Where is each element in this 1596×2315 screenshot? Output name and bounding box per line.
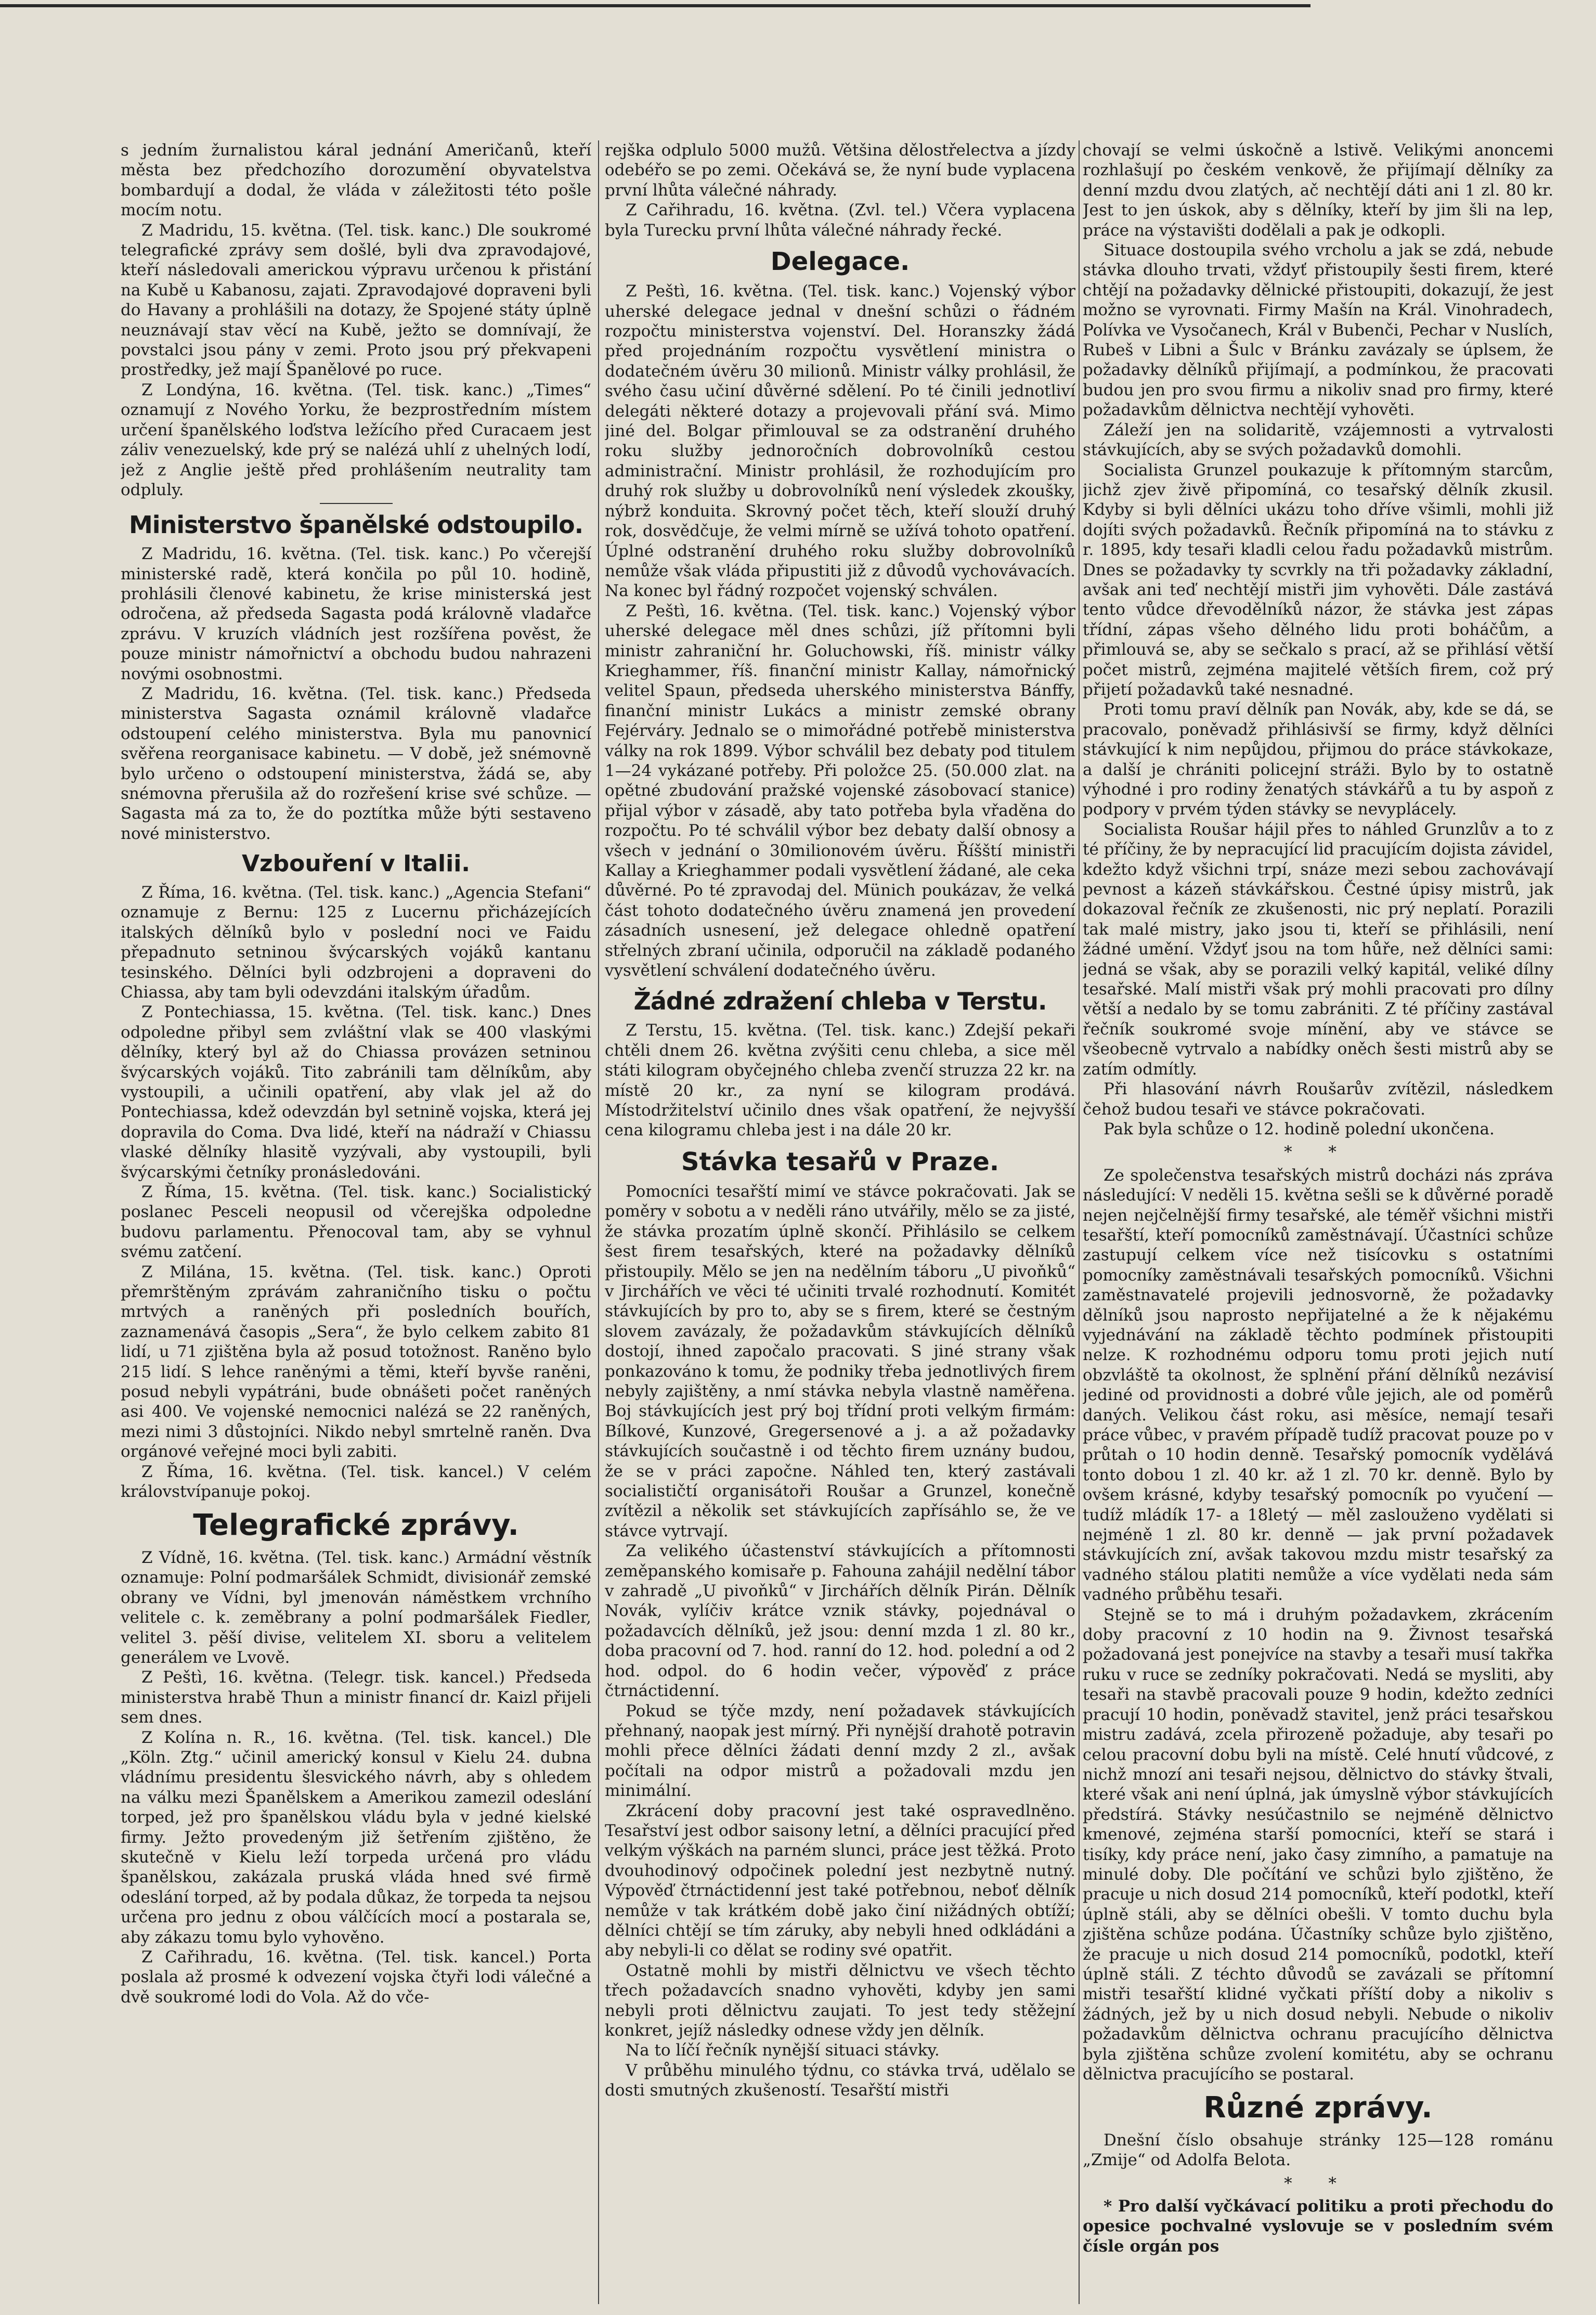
article-text: Za velikého účastenství stávkujících a přítomnosti zeměpanského komisaře p. Fahouna zahájil nedělní tábor v zahradě „U pivoňků“ v Jirchářích dělník Pirán. Dělník Novák, vylíčiv krátce vznik stávky, pojednával o požadavcích dělníků, jež jsou: denní mzda 1 zl. 80 kr., doba pracovní od 7. hod. ranní do 12. hod. polední a od 2 hod. odpol. do 6 hodin večer, výpověď z práce čtrnáctidenní.: [605, 1542, 1075, 1701]
article-text: Z Cařihradu, 16. května. (Tel. tisk. kancel.) Porta poslala až prosmé k odvezení vojska čtyři lodi válečné a dvě soukromé lodi do Vola. Až do vče-: [121, 1948, 591, 2007]
star-separator: * *: [1284, 1143, 1352, 1162]
headline-telegraphic: Telegrafické zprávy.: [193, 1508, 519, 1543]
article-text: s jedním žurnalistou káral jednání Američanů, kteří města bez předchozího dorozumění obyvatelstva bombardují a dodal, že vláda v záležitosti této pošle mocím notu.: [121, 141, 591, 220]
headline-italy: Vzbouření v Italii.: [241, 850, 471, 877]
article-text: V průběhu minulého týdnu, co stávka trvá, udělalo se dosti smutných zkušeností. Tesařští mistři: [605, 2061, 1075, 2100]
article-text: Pomocníci tesařští mimí ve stávce pokračovati. Jak se poměry v sobotu a v neděli ráno utvářily, mělo se za jisté, že stávka prozatím úplně skončí. Přihlásilo se celkem šest firem tesařských, které na požadavky dělníků přistoupily. Mělo se jen na nedělním táboru „U pivoňků“ v Jirchářích ve věci té učiniti trvalé rozhodnutí. Komitét stávkujících by pro to, aby se s firem, které se čestným slovem zavázaly, že požadavkům stávkujících dělníků dostojí, ihned započalo pracovati. S jiné strany však ponkazováno k tomu, že podniky třeba jednotlivých firem nebyly zajištěny, a nmí stávka nebyla vlastně naměřena. Boj stávkujících jest prý boj třídní proti velkým firmám: Bílkové, Kunzové, Gregersenové a j. a až požadavky stávkujících součastně i od těchto firem uznány budou, že se v práci započne. Náhled ten, který zastávali socialističtí organisátoři Roušar a Grunzel, konečně zvítězil a několik set stávkujících zapřísáhlo se, že ve stávce vytrvají.: [605, 1182, 1075, 1541]
article-text: Z Londýna, 16. května. (Tel. tisk. kanc.) „Times“ oznamují z Nového Yorku, že bezprostředním místem určení španělského loďstva ležícího před Curacaem jest záliv venezuelský, kde prý se nalézá uhlí z uhelných lodí, jež z Anglie ještě před prohlášením neutrality tam odpluly.: [121, 380, 591, 499]
column-2: [605, 140, 1075, 2304]
article-text: Socialista Roušar hájil přes to náhled Grunzlův a to z té příčiny, že by nepracující lid pracujícím dojista závidel, kdežto když všichni trpí, snáze mezi sebou zachovávají pevnost a kázeň stávkářskou. Čestné úpisy mistrů, jak dokazoval řečník ze zkušenosti, nic prý neplatí. Porazili tak malé mistry, jako jsou ti, kteří se přihlásili, není žádné umění. Vždyť jsou na tom hůře, než dělníci sami: jedná se však, aby se porazili velký kapitál, veliké dílny tesařské. Malí mistři však prý mohli pracovati pro dílny větší a nedalo by se tomu zabrániti. Z té příčiny zastával řečník soukromé svoje mínění, aby ve stávce se všeobecně vytrvalo a nabídky oněch šesti mistrů aby se zatím odmítly.: [1083, 820, 1553, 1079]
headline-delegation: Delegace.: [770, 247, 910, 277]
divider: [320, 503, 393, 504]
article-text: Socialista Grunzel poukazuje k přítomným starcům, jichž zjev živě připomíná, co tesařský dělník zkusil. Kdyby si byli dělníci ukázu toho dříve všimli, mohli již dojíti svých požadavků. Řečník připomíná na to stávku z r. 1895, kdy tesaři kladli celou řadu požadavků mistrům. Dnes se požadavky ty scvrkly na tři požadavky základní, avšak ani teď nechtějí mistři jim vyhověti. Dále zastává tento vůdce dřevodělníků názor, že stávka jest zápas třídní, zápas všeho dělného lidu proti boháčům, a přimlouvá se, aby se sečkalo s prací, až se přihlásí větší počet mistrů, zejména majitelé větších firem, což prý přijetí požadavků také nesnadné.: [1083, 460, 1553, 699]
article-text: Pokud se týče mzdy, není požadavek stávkujících přehnaný, naopak jest mírný. Při nynější drahotě potravin mohli přece dělníci žádati denní mzdy 2 zl., avšak počítali na odpor mistrů a požadovali mzdu jen minimální.: [605, 1701, 1075, 1801]
headline-bread: Žádné zdražení chleba v Terstu.: [633, 987, 1047, 1016]
column-1: [121, 140, 591, 2304]
column-divider-2: [1079, 140, 1080, 2304]
top-edge-rule: [0, 4, 1310, 7]
article-text: Z Vídně, 16. května. (Tel. tisk. kanc.) Armádní věstník oznamuje: Polní podmaršálek Schmidt, divisionář zemské obrany ve Vídni, byl jmenován náměstkem vrchního velitele c. k. zeměbrany a polní podmaršálek Fiedler, velitel 3. pěší divise, velitelem XI. sboru a velitelem generálem ve Lvově.: [121, 1548, 591, 1667]
article-text: * Pro další vyčkávací politiku a proti přechodu do opesice pochvalné vyslovuje se v posledním svém čísle orgán pos: [1083, 2197, 1553, 2256]
article-text: rejška odplulo 5000 mužů. Většina dělostřelectva a jízdy odebéřo se po zemi. Očekává se, že nyní bude vyplacena první lhůta válečné náhrady.: [605, 141, 1075, 200]
star-separator: * *: [1284, 2174, 1352, 2193]
article-text: Na to líčí řečník nynější situaci stávky.: [626, 2041, 940, 2060]
column-3: [1083, 140, 1553, 2304]
article-text: Z Peštì, 16. května. (Telegr. tisk. kancel.) Předseda ministerstva hrabě Thun a ministr financí dr. Kaizl přijeli sem dnes.: [121, 1668, 591, 1727]
article-text: Z Peštì, 16. května. (Tel. tisk. kanc.) Vojenský výbor uherské delegace měl dnes schůzi, jíž přítomni byli ministr zahraniční hr. Goluchowski, říš. ministr války Krieghammer, říš. finanční ministr Kallay, námořnický velitel Spaun, předseda uherského ministerstva Bánffy, finanční ministr Lukács a ministr zemské obrany Fejérváry. Jednalo se o mimořádné potřebě ministerstva války na rok 1899. Výbor schválil bez debaty pod titulem 1—24 vykázané potřeby. Při položce 25. (50.000 zlat. na opětné zbudování pražské vojenské zásobovací stanice) přijal výbor v zásadě, aby tato potřeba byla vřaděna do rozpočtu. Po té schválil výbor bez debaty další obnosy a všech v jednání o 30milionovém úvěru. Říšští ministři Kallay a Krieghammer podali vysvětlení žádané, ale ceka důvěrné. Po té zpravodaj del. Münich poukázav, že velká část tohoto dodatečného úvěru znamená jen provedení zásadních usnesení, jež delegace ohledně opatření střelných zbraní učinila, odporučil na základě podaného vysvětlení schválení dodatečného úvěru.: [605, 601, 1075, 980]
article-text: chovají se velmi úskočně a lstivě. Velikými anoncemi rozhlašují po českém venkově, že přijímají dělníky za denní mzdu dvou zlatých, ač nechtějí dáti ani 1 zl. 80 kr. Jest to jen úskok, aby s dělníky, kteří by jim šli na lep, práce na výstavišti dodělali a pak je odkopli.: [1083, 141, 1553, 240]
article-text: Z Terstu, 15. května. (Tel. tisk. kanc.) Zdejší pekaři chtěli dnem 26. května zvýšiti cenu chleba, a sice měl státi kilogram obyčejného chleba zvenčí struzza 22 kr. na místě 20 kr., za nyní se kilogram prodává. Místodržitelství učinilo dnes však opatření, že nejvyšší cena kilogramu chleba jest i na dále 20 kr.: [605, 1021, 1075, 1140]
article-text: Dnešní číslo obsahuje stránky 125—128 románu „Zmije“ od Adolfa Belota.: [1083, 2130, 1553, 2170]
headline-misc-news: Různé zprávy.: [1203, 2091, 1433, 2125]
headline-strike: Stávka tesařů v Praze.: [681, 1147, 1000, 1176]
column-divider-1: [598, 140, 599, 2304]
article-text: Záleží jen na solidaritě, vzájemnosti a vytrvalosti stávkujících, aby se svých požadavků domohli.: [1083, 420, 1553, 460]
article-text: Z Říma, 15. května. (Tel. tisk. kanc.) Socialistický poslanec Pesceli neopusil od včerejška odpoledne budovu parlamentu. Přenocoval tam, aby se vyhnul svému zatčení.: [121, 1182, 591, 1262]
article-text: Zkrácení doby pracovní jest také ospravedlněno. Tesařství jest odbor saisony letní, a dělníci pracující před velkým výškách na parném slunci, práce jest těžká. Proto dvouhodinový odpočinek polední jest nezbytně nutný. Výpověď čtrnáctidenní jest také potřebnou, neboť dělník nemůže v tak krátkém době jako činí nižádných obtíží; dělníci chtějí se tím záruky, aby nebyli hned odkládáni a aby nebyli-li co dělat se rodiny své opatřit.: [605, 1801, 1075, 1960]
article-text: Situace dostoupila svého vrcholu a jak se zdá, nebude stávka dlouho trvati, vždyť přistoupily šesti firem, které chtějí na požadavky dělnické přistoupiti, dokazují, že jest možno se vyrovnati. Firmy Mašín na Král. Vinohradech, Polívka ve Vysočanech, Král v Bubenči, Pechar v Nuslích, Rubeš v Libni a Šulc v Bránku zavázaly se úplsem, že požadavky dělníků přijímají, a podmínkou, že pracovati budou jen pro svou firmu a nikoliv snad pro firmy, které požadavkům dělnictva nechtějí vyhověti.: [1083, 241, 1553, 420]
article-text: Z Říma, 16. května. (Tel. tisk. kanc.) „Agencia Stefani“ oznamuje z Bernu: 125 z Lucernu přicházejících italských dělníků bylo v poslední noci ve Faidu přepadnuto setninou švýcarských vojáků kantanu tesinského. Dělníci byli odzbrojeni a dopraveni do Chiassa, aby tam byli odevzdáni italským úřadům.: [121, 883, 591, 1002]
article-text: Ostatně mohli by mistři dělnictvu ve všech těchto třech požadavcích snadno vyhověti, kdyby jen sami nebyli proti dělnictvu zaujati. To jest tedy stěžejní konkret, jejíž následky odnese vždy jen dělník.: [605, 1961, 1075, 2040]
article-text: Z Milána, 15. května. (Tel. tisk. kanc.) Oproti přemrštěným zprávám zahraničního tisku o počtu mrtvých a raněných při posledních bouřích, zaznamenává časopis „Sera“, že bylo celkem zabito 81 lidí, u 71 zjištěna byla až posud totožnost. Raněno bylo 215 lidí. S lehce raněnými a těmi, kteří byvše raněni, posud nebyli vypátráni, bude obnášeti počet raněných asi 400. Ve vojenské nemocnici nalézá se 22 raněných, mezi nimi 3 důstojníci. Nikdo nebyl smrtelně raněn. Dva orgánové veřejné moci byli zabiti.: [121, 1262, 591, 1462]
article-text: Z Madridu, 15. května. (Tel. tisk. kanc.) Dle soukromé telegrafické zprávy sem došlé, byli dva zpravodajové, kteří následovali americkou výpravu určenou k přistání na Kubě u Kabanosu, zajati. Zpravodajové dopraveni byli do Havany a prohlášili na dotazy, že Spojené státy úplně neuznávají stav věcí na Kubě, ježto se domnívají, že povstalci jsou pány v zemi. Proto jsou prý překvapeni prostředky, jež mají Španělové po ruce.: [121, 221, 591, 380]
article-text: Z Madridu, 16. května. (Tel. tisk. kanc.) Předseda ministerstva Sagasta oznámil královně vladařce odstoupení celého ministerstva. Byla mu panovnicí svěřena reorganisace kabinetu. — V době, jež snémovně bylo určeno o odstoupení ministerstva, žádá se, aby snémovna přerušila až do rozřešení krise své schůze. — Sagasta má za to, že do poztítka může býti sestaveno nové ministerstvo.: [121, 684, 591, 843]
article-text: Při hlasování návrh Roušarův zvítězil, následkem čehož budou tesaři ve stávce pokračovati.: [1083, 1080, 1553, 1119]
headline-ministry: Ministerstvo španělské odstoupilo.: [128, 511, 583, 539]
article-text: Stejně se to má i druhým požadavkem, zkrácením doby pracovní z 10 hodin na 9. Živnost tesařská požadovaná jest ponejvíce na stavby a tesaři musí takřka ruku v ruce se zedníky pokračovati. Nedá se mysliti, aby tesaři na stavbě pracovali pouze 9 hodin, kdežto zedníci pracují 10 hodin, poněvadž stavitel, jenž práci tesařskou mistru zadává, zcela přirozeně požaduje, aby tesaři po celou pracovní dobu byli na místě. Celé hnutí vůdcové, z nichž mnozí ani tesaři nejsou, dělnictvo do stávky štvali, které však ani není úplná, jak úmyslně výbor stávkujících předstírá. Stávky nesúčastnilo se nejméně dělnictvo kmenové, zejména starší pomocníci, kteří se stará i tisíky, kdy práce není, jako časy zimního, a pamatuje na minulé doby. Dle počítání ve schůzi bylo zjištěno, že pracuje u nich dosud 214 pomocníků, kteří podotkl, kteří úplně stáli, aby se dělníci obešli. V tomto duchu byla zjištěna schůze podána. Účastníky schůze bylo zjištěno, že pracuje u nich dosud 214 pomocníků, podotkl, kteří úplně stáli. Z téchto důvodů se zavázali se přítomní mistři tesařští klidné vyčkati příští doby a nikoliv s žádných, jež by u nich dosud nebyli. Nebude o nikoliv požadavkům dělnictva ochranu pracujícího dělnictva byla zjištěna schůze zvolení komitétu, aby se ochranu dělnictva pracujícího se postaral.: [1083, 1605, 1553, 2084]
article-text: Proti tomu praví dělník pan Novák, aby, kde se dá, se pracovalo, poněvadž přihlásivší se firmy, když dělníci stávkující k nim nepůjdou, přijmou do práce stávkokaze, a další je chrániti policejní stráži. Bylo by to ostatně výhodné i pro rodiny ženatých stávkářů a tu by aspoň z podpory v prvém týden stávky se nevyplácely.: [1083, 700, 1553, 819]
article-text: Pak byla schůze o 12. hodině polední ukončena.: [1104, 1119, 1495, 1139]
article-text: Ze společenstva tesařských mistrů docházi nás zpráva následující: V neděli 15. května sešli se k důvěrné poradě nejen nejčelnější firmy tesařské, ale téměř všichni mistři tesařští, kteří pomocníků zaměstnávají. Účastníci schůze zastupují celkem více než tisícovku s ostatními pomocníky zaměstnávali tesařských pomocníků. Všichni zaměstnavatelé projevili jednosvorně, že požadavky dělníků jsou naprosto nepřijatelné a že k nějakému vyjednávání na základě těchto podmínek přistoupiti nelze. K rozhodnému odporu tomu proti jejich nutí obzvláště ta okolnost, že splnění přání dělníků nezávisí jediné od providnosti a dobré vůle jejich, ale od poměrů daných. Velikou část roku, asi měsíce, nemají tesaři práce vůbec, v pravém případě tudíž pracovat pouze po v průtah o 10 hodin denně. Tesařský pomocník vydělává tonto dobou 1 zl. 40 kr. až 1 zl. 70 kr. denně. Bylo by ovšem krásné, kdyby tesařský pomocník po vyučení — tudíž mládík 17- a 18letý — měl zaslouženo vydělati si nejméně 1 zl. 80 kr. denně — jak první požadavek stávkujících zní, avšak takovou mzdu mistr tesařský za vadného stálou platiti nemůže a více vydělati neda sám vadného průběhu tesaři.: [1083, 1166, 1553, 1605]
article-text: Z Pontechiassa, 15. května. (Tel. tisk. kanc.) Dnes odpoledne přibyl sem zvláštní vlak se 400 vlaskými dělníky, který byl až do Chiassa provázen setninou švýcarských vojáků. Tito zabránili tam dělníkům, aby vystoupili, a učinili opatření, aby vlak jel až do Pontechiassa, kdež odevzdán byl setnině vojska, která jej dopravila do Coma. Dva lidé, kteří na nádraží v Chiassu vlaské dělníky hlasitě vyzývali, aby vystoupili, byli švýcarskými četníky pronásledováni.: [121, 1003, 591, 1182]
article-text: Z Říma, 16. května. (Tel. tisk. kancel.) V celém královstvípanuje pokoj.: [121, 1462, 591, 1502]
article-text: Z Cařihradu, 16. května. (Zvl. tel.) Včera vyplacena byla Turecku první lhůta válečné náhrady řecké.: [605, 201, 1075, 240]
article-text: Z Madridu, 16. května. (Tel. tisk. kanc.) Po včerejší ministerské radě, která končila po půl 10. hodině, prohlásili členové kabinetu, že krise ministerská jest odročena, až předseda Sagasta podá královně vladařce zprávu. V kruzích vládních jest rozšířena pověst, že pouze ministr námořnictví a obchodu budou nahrazeni novými osobnostmi.: [121, 545, 591, 683]
article-text: Z Peštì, 16. května. (Tel. tisk. kanc.) Vojenský výbor uherské delegace jednal v dnešní schůzi o řádném rozpočtu ministerstva vojenství. Del. Horanszky žádá před projednáním rozpočtu vysvětlení ministra o dodatečném úvěru 30 milionů. Ministr války prohlásil, že svého času učiní důvěrné sdělení. Po té činili jednotliví delegáti některé dotazy a projevovali přání svá. Mimo jiné del. Bolgar přimlouval se za odstranění druhého roku služby jednoročních dobrovolníků cestou administrační. Ministr prohlásil, že rozhodujícím pro druhý rok služby u dobrovolníků není výsledek zkoušky, nýbrž konduita. Skrovný počet těch, kteří slouží druhý rok, dosvědčuje, že velmi mírně se užívá tohoto opatření. Úplné odstranění druhého roku služby dobrovolníků nemůže však vláda připustiti již z důvodů vychovávacích. Na konec byl řádný rozpočet vojenský schválen.: [605, 282, 1075, 601]
article-text: Z Kolína n. R., 16. května. (Tel. tisk. kancel.) Dle „Köln. Ztg.“ učinil americký konsul v Kielu 24. dubna vládnímu presidentu šlesvického návrh, aby s ohledem na válku mezi Španělskem a Amerikou zamezil odeslání torped, jež pro španělskou vládu byla v jedné kielské firmy. Ježto provedeným již šetřením zjištěno, že skutečně v Kielu leží torpeda určená pro vládu španělskou, zakázala pruská vláda hned své firmě odeslání torped, až by podala důkaz, že torpeda ta nejsou určena pro jednu z obou válčících mocí a postarala se, aby zákazu tomu bylo vyhověno.: [121, 1728, 591, 1947]
